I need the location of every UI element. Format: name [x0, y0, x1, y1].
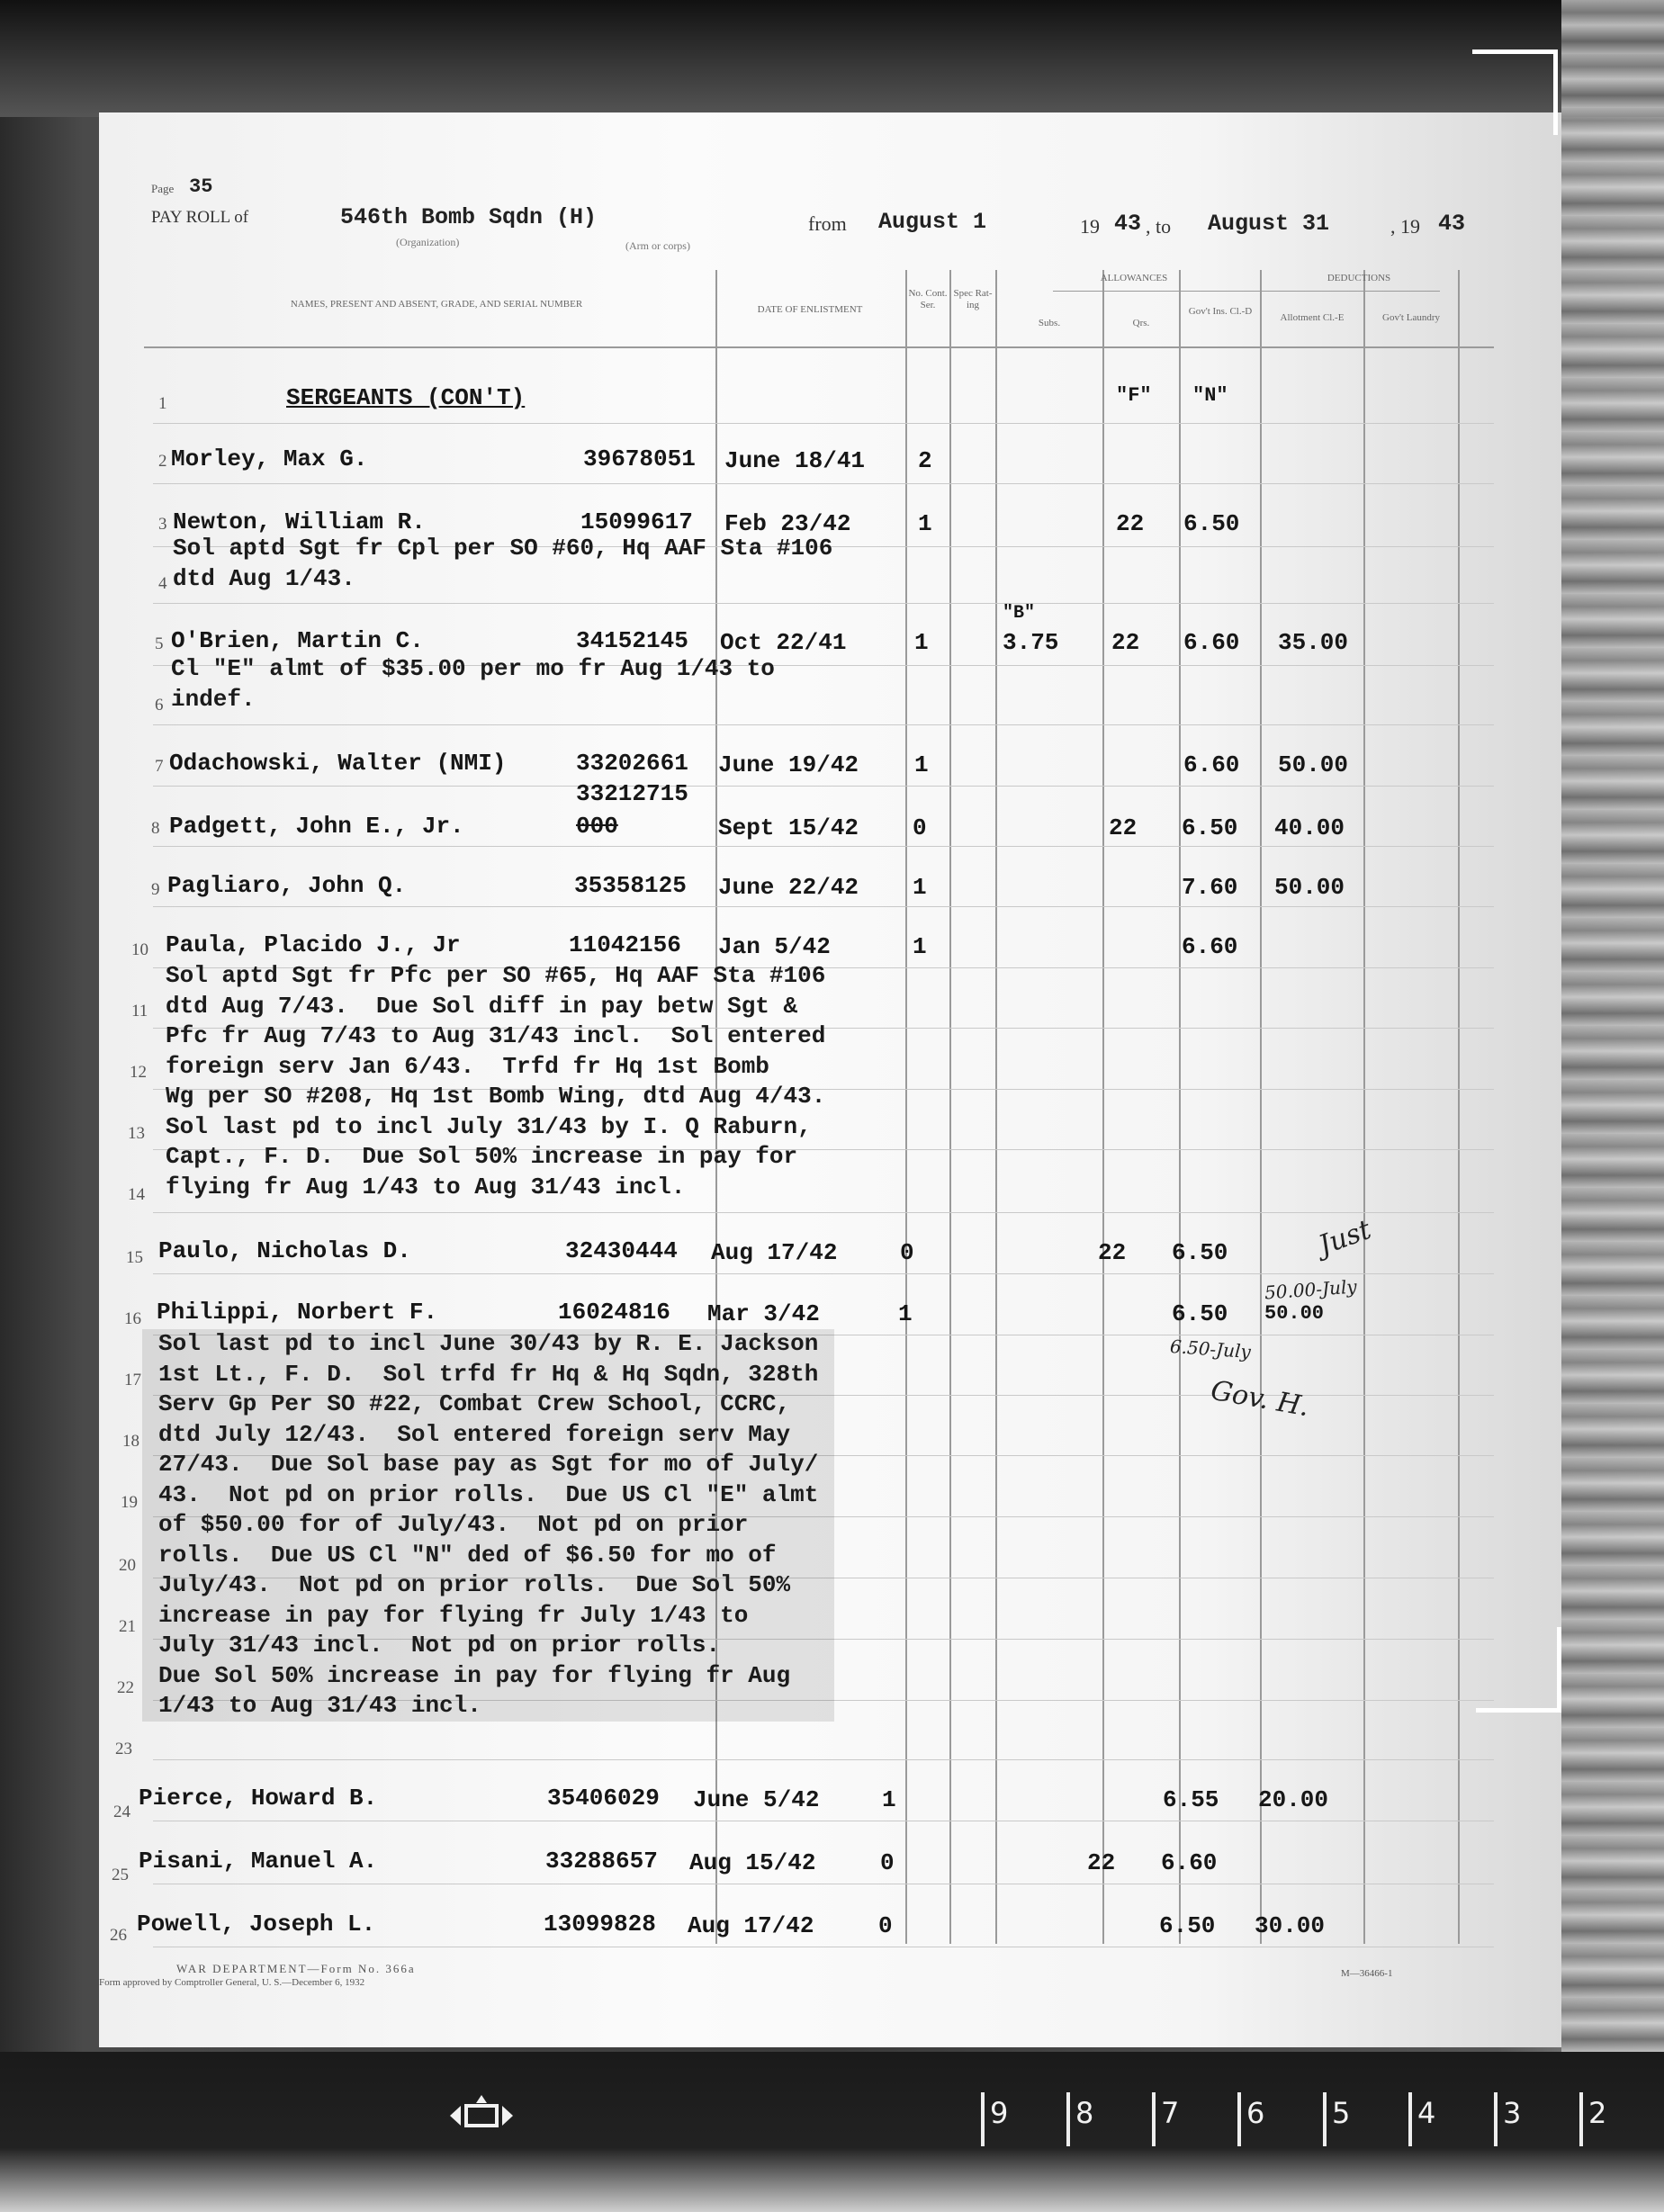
soldier-name: Philippi, Norbert F. [157, 1299, 438, 1326]
scale-label: 3 [1503, 2096, 1522, 2130]
cont-ser-number: 0 [878, 1912, 893, 1939]
soldier-name: Pisani, Manuel A. [139, 1848, 378, 1875]
serial-number: 15099617 [580, 508, 693, 535]
form-approval: Form approved by Comptroller General, U. S.—December 6, 1932 [99, 1977, 365, 1988]
subs-status-mark: "B" [1003, 603, 1036, 624]
film-right-edge [1561, 0, 1664, 2212]
enlistment-date: Aug 15/42 [689, 1849, 816, 1876]
year-1: 43 [1114, 211, 1142, 237]
cont-ser-number: 1 [918, 510, 932, 537]
col-no-cont-ser: No. Cont. Ser. [908, 288, 948, 310]
line-number: 5 [155, 634, 164, 653]
serial-number: 34152145 [576, 627, 688, 654]
cont-ser-number: 1 [914, 751, 929, 778]
handwritten-annotation: Gov. H. [1208, 1374, 1312, 1424]
line-number: 1 [158, 394, 167, 413]
enlistment-date: Sept 15/42 [718, 814, 859, 841]
cont-ser-number: 0 [913, 814, 927, 841]
qrs-status-mark: "F" [1116, 384, 1152, 407]
line-number: 16 [124, 1309, 141, 1328]
row-rule [153, 1759, 1494, 1760]
allowances-rule [1053, 291, 1440, 292]
ins-status-mark: "N" [1192, 384, 1228, 407]
line-number: 18 [122, 1432, 139, 1451]
scale-tick [1152, 2092, 1156, 2146]
page-label: Page [151, 182, 175, 195]
line-number: 12 [130, 1063, 147, 1082]
soldier-name: Newton, William R. [173, 508, 426, 535]
scale-label: 7 [1161, 2096, 1180, 2130]
soldier-name: Paulo, Nicholas D. [158, 1237, 411, 1264]
header-bottom-rule [144, 346, 1494, 348]
soldier-name: Pierce, Howard B. [139, 1785, 378, 1812]
govt-insurance: 6.50 [1182, 814, 1238, 841]
row-rule [153, 603, 1494, 604]
remarks-note: Sol aptd Sgt fr Pfc per SO #65, Hq AAF Sta #106 dtd Aug 7/43. Due Sol diff in pay betw Sgt & Pfc fr Aug 7/43 to Aug 31/43 incl. Sol entered foreign serv Jan 6/43. Trfd fr Hq 1st Bomb Wg per SO #208, Hq 1st Bomb Wing, dtd Aug 4/43. Sol last pd to incl July 31/43 by I. Q Raburn, Capt., F. D. Due Sol 50% increase in pay for flying fr Aug 1/43 to Aug 31/43 incl. [166, 962, 826, 1200]
to-label: , to [1146, 215, 1172, 238]
scale-tick [1579, 2092, 1583, 2146]
grid-line [1179, 270, 1181, 1944]
scale-tick [1408, 2092, 1412, 2146]
scale-tick [1494, 2092, 1498, 2146]
allotment: 35.00 [1278, 629, 1349, 656]
cont-ser-number: 1 [914, 629, 929, 656]
handwritten-annotation: 50.00-July [1264, 1275, 1358, 1304]
grid-line [1260, 270, 1262, 1944]
from-label: from [808, 212, 847, 235]
move-icon[interactable] [450, 2095, 513, 2136]
to-date: August 31 [1208, 211, 1330, 237]
serial-number: 35406029 [547, 1785, 660, 1812]
line-number: 9 [151, 880, 160, 899]
enlistment-date: Jan 5/42 [718, 933, 831, 960]
grid-line [995, 270, 997, 1944]
row-rule [153, 786, 1494, 787]
line-number: 15 [126, 1248, 143, 1267]
line-number: 17 [124, 1371, 141, 1389]
serial-number: 000 [576, 813, 618, 840]
serial-number-correction: 33212715 [576, 780, 688, 807]
soldier-name: O'Brien, Martin C. [171, 627, 424, 654]
govt-insurance: 6.50 [1183, 510, 1240, 537]
soldier-name: Morley, Max G. [171, 445, 368, 472]
line-number: 20 [119, 1556, 136, 1575]
soldier-name: Pagliaro, John Q. [167, 872, 407, 899]
year-prefix-2: , 19 [1390, 215, 1420, 238]
cont-ser-number: 1 [913, 874, 927, 901]
cont-ser-number: 2 [918, 447, 932, 474]
col-allowances: ALLOWANCES [1100, 273, 1168, 283]
row-rule [153, 483, 1494, 484]
serial-number: 32430444 [565, 1237, 678, 1264]
row-rule [153, 724, 1494, 725]
serial-number: 13099828 [544, 1911, 656, 1938]
year-prefix-1: 19 [1080, 215, 1100, 238]
organization: 546th Bomb Sqdn (H) [340, 204, 598, 230]
line-number: 24 [113, 1803, 130, 1821]
from-date: August 1 [878, 209, 987, 235]
col-subs: Subs. [1038, 318, 1061, 328]
row-rule [153, 846, 1494, 847]
govt-insurance: 6.50 [1172, 1300, 1228, 1327]
enlistment-date: June 22/42 [718, 874, 859, 901]
grid-line [1102, 270, 1104, 1944]
allotment: 20.00 [1258, 1786, 1329, 1813]
govt-insurance: 6.60 [1183, 629, 1240, 656]
serial-number: 16024816 [558, 1299, 670, 1326]
col-spec-rating: Spec Rat- ing [953, 288, 993, 310]
scale-tick [981, 2092, 985, 2146]
soldier-name: Odachowski, Walter (NMI) [169, 750, 507, 777]
cont-ser-number: 1 [882, 1786, 896, 1813]
serial-number: 11042156 [569, 931, 681, 958]
enlistment-date: Aug 17/42 [688, 1912, 814, 1939]
organization-caption: (Organization) [396, 236, 460, 248]
line-number: 21 [119, 1617, 136, 1636]
serial-number: 33202661 [576, 750, 688, 777]
serial-number: 33288657 [545, 1848, 658, 1875]
grid-line [905, 270, 907, 1944]
serial-number: 39678051 [583, 445, 696, 472]
line-number: 14 [128, 1185, 145, 1204]
quarters-allowance: 22 [1109, 814, 1138, 841]
form-number: WAR DEPARTMENT—Form No. 366a [176, 1962, 416, 1975]
col-qrs: Qrs. [1132, 318, 1150, 328]
subsistence-allowance: 3.75 [1003, 629, 1059, 656]
cont-ser-number: 1 [898, 1300, 913, 1327]
line-number: 2 [158, 452, 167, 471]
section-heading: SERGEANTS (CON'T) [286, 384, 526, 411]
allotment: 30.00 [1255, 1912, 1326, 1939]
line-number: 22 [117, 1678, 134, 1697]
payroll-label: PAY ROLL of [151, 208, 249, 227]
scale-label: 5 [1332, 2096, 1351, 2130]
line-number: 23 [115, 1740, 132, 1758]
col-govt-ins: Gov't Ins. Cl.-D [1188, 306, 1253, 317]
page-number: 35 [189, 175, 213, 198]
enlistment-date: Mar 3/42 [707, 1300, 820, 1327]
scale-tick [1323, 2092, 1327, 2146]
quarters-allowance: 22 [1111, 629, 1140, 656]
enlistment-date: Aug 17/42 [711, 1239, 838, 1266]
col-deductions: DEDUCTIONS [1327, 273, 1391, 283]
line-number: 7 [155, 757, 164, 776]
crop-mark [1472, 49, 1558, 135]
form-code: M—36466-1 [1341, 1968, 1393, 1979]
line-number: 4 [158, 574, 167, 593]
grid-line [1363, 270, 1365, 1944]
grid-line [949, 270, 951, 1944]
cont-ser-number: 0 [900, 1239, 914, 1266]
line-number: 3 [158, 515, 167, 534]
govt-insurance: 6.60 [1182, 933, 1238, 960]
row-rule [153, 906, 1494, 907]
remarks-note: Sol last pd to incl June 30/43 by R. E. Jackson 1st Lt., F. D. Sol trfd fr Hq & Hq Sqdn, 328th Serv Gp Per SO #22, Combat Crew School, CCRC, dtd July 12/43. Sol entered foreign serv May 27/43. Due Sol base pay as Sgt for mo of July/ 43. Not pd on prior rolls. Due US Cl "E" almt of $50.00 for of July/43. Not pd on prior rolls. Due US Cl "N" ded of $6.50 for mo of July/43. Not pd on prior rolls. Due Sol 50% increase in pay for flying fr July 1/43 to July 31/43 incl. Not pd on prior rolls. Due Sol 50% increase in pay for flying fr Aug 1/43 to Aug 31/43 incl. [142, 1329, 834, 1722]
enlistment-date: June 5/42 [693, 1786, 820, 1813]
line-number: 13 [128, 1124, 145, 1143]
line-number: 26 [110, 1926, 127, 1945]
scale-label: 6 [1246, 2096, 1265, 2130]
remarks-note: Sol aptd Sgt fr Cpl per SO #60, Hq AAF Sta #106 dtd Aug 1/43. [173, 535, 833, 592]
crop-mark [1476, 1627, 1561, 1713]
scale-tick [1237, 2092, 1241, 2146]
line-number: 19 [121, 1493, 138, 1512]
handwritten-annotation: 6.50-July [1169, 1335, 1252, 1363]
quarters-allowance: 22 [1098, 1239, 1127, 1266]
enlistment-date: June 19/42 [718, 751, 859, 778]
quarters-allowance: 22 [1116, 510, 1145, 537]
film-scale [981, 2092, 1629, 2146]
scale-label: 8 [1075, 2096, 1094, 2130]
row-rule [153, 1212, 1494, 1213]
cont-ser-number: 0 [880, 1849, 895, 1876]
govt-insurance: 6.60 [1183, 751, 1240, 778]
line-number: 25 [112, 1866, 129, 1884]
allotment: 40.00 [1274, 814, 1345, 841]
govt-insurance: 6.60 [1161, 1849, 1218, 1876]
soldier-name: Paula, Placido J., Jr [166, 931, 461, 958]
scale-label: 2 [1588, 2096, 1607, 2130]
line-number: 11 [131, 1002, 148, 1021]
govt-insurance: 7.60 [1182, 874, 1238, 901]
enlistment-date: Oct 22/41 [720, 629, 847, 656]
grid-line [1458, 270, 1460, 1944]
branch-caption: (Arm or corps) [625, 239, 690, 252]
line-number: 8 [151, 819, 160, 838]
quarters-allowance: 22 [1087, 1849, 1116, 1876]
allotment: 50.00 [1264, 1302, 1325, 1325]
allotment: 50.00 [1274, 874, 1345, 901]
handwritten-annotation: Just [1314, 1213, 1376, 1263]
film-top-edge [0, 0, 1664, 117]
line-number: 10 [131, 940, 148, 959]
payroll-sheet [99, 112, 1561, 2047]
row-rule [153, 1273, 1494, 1274]
year-2: 43 [1438, 211, 1466, 237]
govt-insurance: 6.50 [1172, 1239, 1228, 1266]
soldier-name: Padgett, John E., Jr. [169, 813, 464, 840]
cont-ser-number: 1 [913, 933, 927, 960]
scale-label: 9 [990, 2096, 1009, 2130]
scale-tick [1066, 2092, 1070, 2146]
soldier-name: Powell, Joseph L. [137, 1911, 376, 1938]
col-names: NAMES, PRESENT AND ABSENT, GRADE, AND SERIAL NUMBER [290, 299, 583, 310]
scale-label: 4 [1417, 2096, 1436, 2130]
enlistment-date: June 18/41 [724, 447, 866, 474]
col-enlistment: DATE OF ENLISTMENT [757, 304, 863, 315]
line-number: 6 [155, 696, 164, 715]
row-rule [153, 423, 1494, 424]
remarks-note: Cl "E" almt of $35.00 per mo fr Aug 1/43 to indef. [171, 655, 775, 713]
enlistment-date: Feb 23/42 [724, 510, 851, 537]
govt-insurance: 6.55 [1163, 1786, 1219, 1813]
serial-number: 35358125 [574, 872, 687, 899]
col-govt-laundry: Gov't Laundry [1382, 312, 1440, 323]
govt-insurance: 6.50 [1159, 1912, 1216, 1939]
col-allotment: Allotment Cl.-E [1280, 312, 1345, 323]
allotment: 50.00 [1278, 751, 1349, 778]
